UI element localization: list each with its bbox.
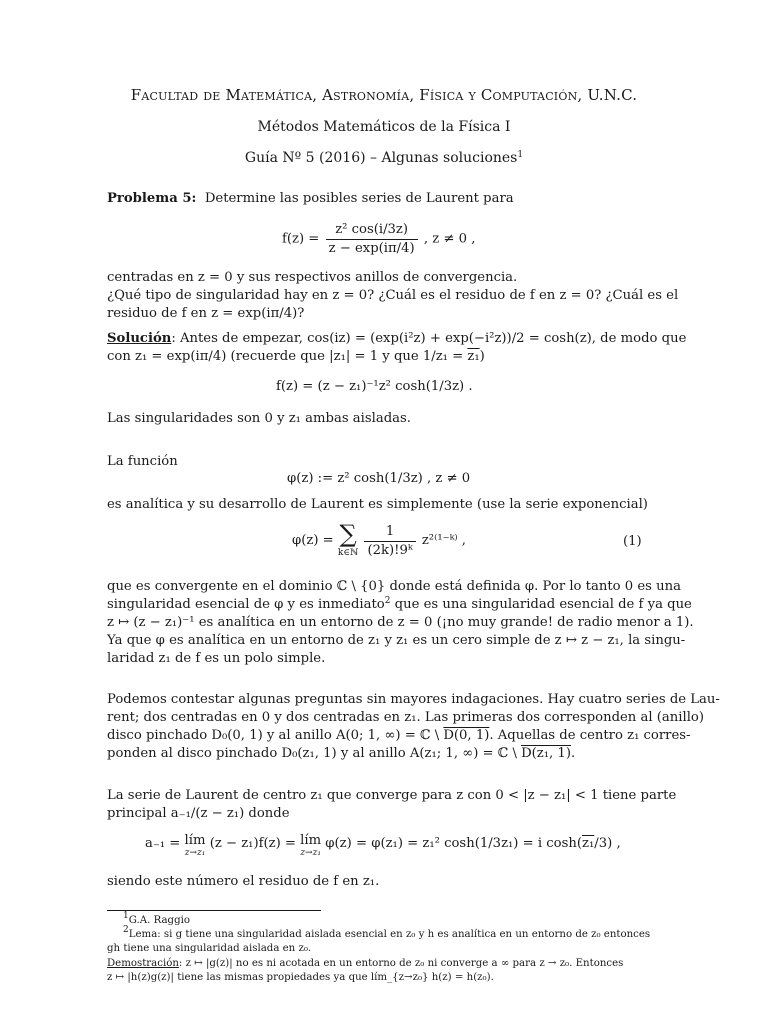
faculty-heading: Facultad de Matemática, Astronomía, Física y Computación, U.N.C. (130, 86, 638, 104)
footnote-2-line2: gh tiene una singularidad aislada en z₀. (107, 943, 312, 954)
equation-residue: a₋₁ = lím z→z₁ (z − z₁)f(z) = lím z→z₁ φ(z) = φ(z₁) = z₁² cosh(1/3z₁) = i cosh(z₁/3) , (145, 833, 621, 858)
footnote-rule (107, 910, 321, 911)
footnote-2-line4: z ↦ |h(z)g(z)| tiene las mismas propiedades ya que lím_{z→z₀} h(z) = h(z₀). (107, 972, 494, 983)
function-intro: La función (107, 454, 178, 469)
para1-line3: z ↦ (z − z₁)⁻¹ es analítica en un entorno de z = 0 (¡no muy grande! de radio menor a 1). (107, 615, 694, 630)
footnote-1: $^1$G.A. Raggio (123, 911, 190, 926)
problem-text-1: centradas en z = 0 y sus respectivos anillos de convergencia. (107, 270, 518, 285)
para3-line1: La serie de Laurent de centro z₁ que converge para z con 0 < |z − z₁| < 1 tiene parte (107, 788, 677, 803)
problem-statement: Problema 5: Determine las posibles series de Laurent para (107, 191, 514, 206)
singularities-text: Las singularidades son 0 y z₁ ambas aisladas. (107, 411, 411, 426)
footnote-mark: 2 (384, 596, 391, 606)
para1-line5: laridad z₁ de f es un polo simple. (107, 651, 326, 666)
laurent-intro: es analítica y su desarrollo de Laurent es simplemente (use la serie exponencial) (107, 497, 648, 512)
para2-line3: disco pinchado D₀(0, 1) y al anillo A(0; 1, ∞) = ℂ \ D(0, 1). Aquellas de centro z₁ corres- (107, 728, 691, 743)
para1-line1: que es convergente en el dominio ℂ \ {0} donde está definida φ. Por lo tanto 0 es una (107, 579, 681, 594)
guide-title: Guía Nº 5 (2016) – Algunas soluciones$^1$ (244, 150, 524, 166)
equation-number: (1) (623, 534, 642, 549)
para1-line4: Ya que φ es analítica en un entorno de z₁ y z₁ es un cero simple de z ↦ z − z₁, la singu- (107, 633, 686, 648)
para2-line1: Podemos contestar algunas preguntas sin mayores indagaciones. Hay cuatro series de Lau- (107, 692, 720, 707)
para3-line2: principal a₋₁/(z − z₁) donde (107, 806, 290, 821)
problem-text-3: residuo de f en z = exp(iπ/4)? (107, 306, 305, 321)
equation-f-rewritten: f(z) = (z − z₁)⁻¹z² cosh(1/3z) . (276, 379, 473, 394)
footnote-2-line1: $^2$Lema: si g tiene una singularidad aislada esencial en z₀ y h es analítica en un entorno de z₀ entonces (123, 925, 651, 940)
equation-laurent-series: φ(z) = ∑ k∈ℕ $\frac{1}{\text{(2k)!9ᵏ}}$ z²⁽¹⁻ᵏ⁾ , (292, 520, 466, 558)
course-title: Métodos Matemáticos de la Física I (257, 119, 511, 135)
equation-phi: φ(z) := z² cosh(1/3z) , z ≠ 0 (287, 471, 471, 486)
footnote-mark: 1 (517, 150, 524, 160)
footnote-2-line3: Demostración: z ↦ |g(z)| no es ni acotada en un entorno de z₀ ni converge a ∞ para z → z₀. Entonces (107, 958, 624, 969)
para2-line4: ponden al disco pinchado D₀(z₁, 1) y al anillo A(z₁; 1, ∞) = ℂ \ D(z₁, 1). (107, 746, 576, 761)
para2-line2: rent; dos centradas en 0 y dos centradas en z₁. Las primeras dos corresponden al (anillo) (107, 710, 705, 725)
problem-label: Problema 5: (107, 191, 197, 206)
solution-line-2: con z₁ = exp(iπ/4) (recuerde que |z₁| = 1 y que 1/z₁ = z₁) (107, 349, 485, 364)
solution-label: Solución (107, 331, 172, 346)
sum-symbol: ∑ k∈ℕ (337, 520, 359, 558)
problem-text-2: ¿Qué tipo de singularidad hay en z = 0? ¿Cuál es el residuo de f en z = 0? ¿Cuál es el (107, 288, 679, 303)
para3-line3: siendo este número el residuo de f en z₁. (107, 874, 380, 889)
solution-line-1: Solución: Antes de empezar, cos(iz) = (exp(i²z) + exp(−i²z))/2 = cosh(z), de modo que (107, 331, 687, 346)
para1-line2: singularidad esencial de φ y es inmediato$^2$ que es una singularidad esencial de f ya que (107, 596, 692, 612)
equation-f: f(z) = $\frac{\text{z² cos(i/3z)}}{z - \exp(i\pi/4)}$ , z ≠ 0 , (282, 222, 476, 256)
